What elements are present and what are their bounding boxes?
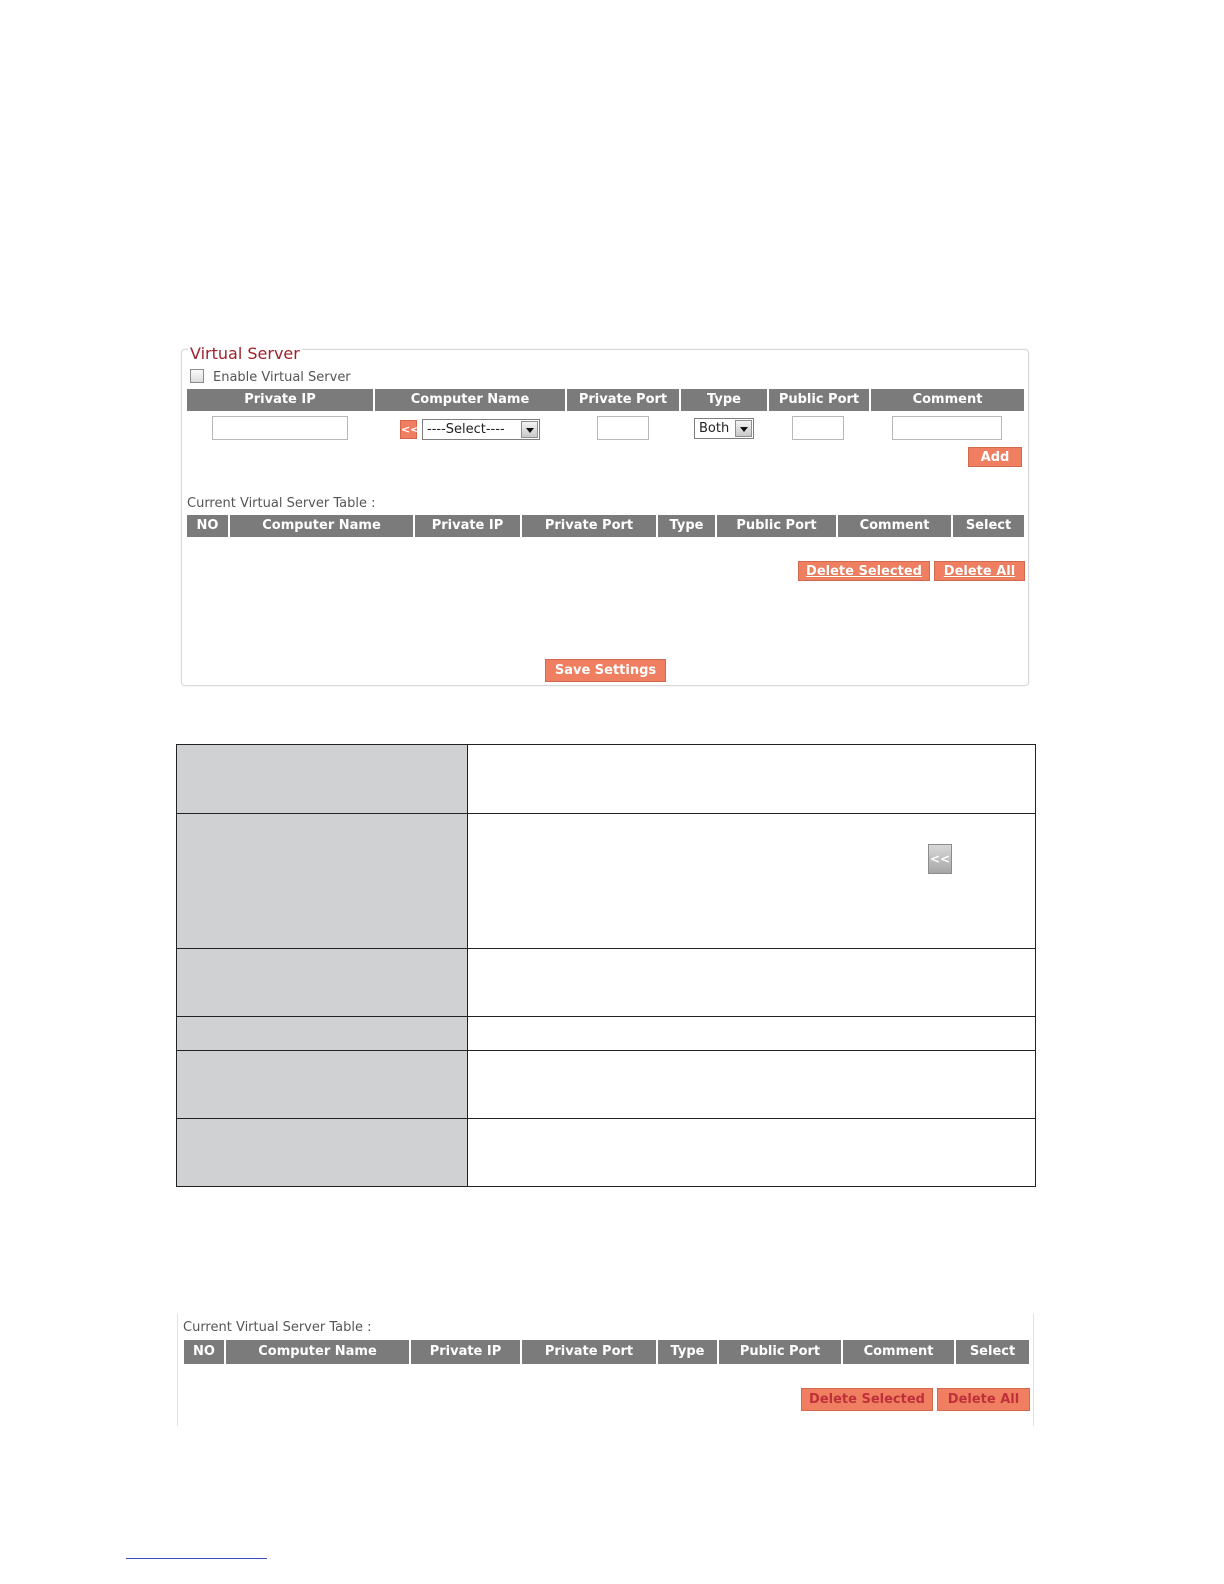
header-private-ip: Private IP xyxy=(411,1340,522,1364)
delete-all-button[interactable]: Delete All xyxy=(934,561,1025,581)
type-select-value: Both xyxy=(699,421,730,436)
header-public-port: Public Port xyxy=(717,515,838,537)
save-settings-button[interactable]: Save Settings xyxy=(545,659,666,682)
enable-virtual-server-label: Enable Virtual Server xyxy=(213,370,351,385)
header-computer-name: Computer Name xyxy=(226,1340,411,1364)
virtual-server-panel xyxy=(181,344,1029,686)
table-row xyxy=(177,814,1035,949)
table-caption: Current Virtual Server Table : xyxy=(183,1320,372,1335)
header-select: Select xyxy=(956,1340,1029,1364)
header-private-port: Private Port xyxy=(522,1340,658,1364)
current-table-panel xyxy=(177,1314,1034,1426)
header-computer-name: Computer Name xyxy=(230,515,415,537)
header-comment: Comment xyxy=(871,389,1024,411)
header-public-port: Public Port xyxy=(769,389,871,411)
computer-name-select-value: ----Select---- xyxy=(427,422,505,437)
computer-name-select[interactable] xyxy=(422,419,540,440)
row-label-cell xyxy=(177,745,468,813)
table-row xyxy=(177,1119,1035,1186)
table-row xyxy=(177,1051,1035,1119)
delete-selected-button[interactable]: Delete Selected xyxy=(801,1388,933,1411)
table-row xyxy=(177,745,1035,814)
header-no: NO xyxy=(187,515,230,537)
header-type: Type xyxy=(681,389,769,411)
table-caption: Current Virtual Server Table : xyxy=(187,496,376,511)
row-label-cell xyxy=(177,814,468,948)
table-row xyxy=(177,949,1035,1017)
delete-selected-button[interactable]: Delete Selected xyxy=(798,561,930,581)
header-computer-name: Computer Name xyxy=(375,389,567,411)
enable-virtual-server-checkbox[interactable] xyxy=(190,369,204,383)
table-header-row xyxy=(187,515,1024,537)
header-public-port: Public Port xyxy=(719,1340,843,1364)
delete-all-button[interactable]: Delete All xyxy=(937,1388,1030,1411)
public-port-input[interactable] xyxy=(792,416,844,440)
header-select: Select xyxy=(953,515,1024,537)
private-port-input[interactable] xyxy=(597,416,649,440)
copy-ip-button[interactable]: << xyxy=(400,420,417,439)
row-label-cell xyxy=(177,1051,468,1118)
header-type: Type xyxy=(658,1340,719,1364)
table-header-row xyxy=(184,1340,1029,1364)
comment-input[interactable] xyxy=(892,416,1002,440)
row-label-cell xyxy=(177,949,468,1016)
private-ip-input[interactable] xyxy=(212,416,348,440)
header-private-port: Private Port xyxy=(567,389,681,411)
row-label-cell xyxy=(177,1017,468,1050)
header-no: NO xyxy=(184,1340,226,1364)
panel-title: Virtual Server xyxy=(190,344,300,363)
header-private-port: Private Port xyxy=(522,515,658,537)
header-comment: Comment xyxy=(843,1340,956,1364)
header-private-ip: Private IP xyxy=(415,515,522,537)
chevron-down-icon xyxy=(735,420,752,437)
footer-link-underline xyxy=(126,1558,267,1559)
type-select[interactable] xyxy=(694,418,754,439)
table-row xyxy=(177,1017,1035,1051)
header-private-ip: Private IP xyxy=(187,389,375,411)
description-table xyxy=(176,744,1036,1187)
add-button[interactable]: Add xyxy=(968,447,1022,467)
header-comment: Comment xyxy=(838,515,953,537)
copy-arrow-icon: << xyxy=(928,844,952,874)
row-label-cell xyxy=(177,1119,468,1186)
header-type: Type xyxy=(658,515,717,537)
input-header-row xyxy=(187,389,1024,411)
chevron-down-icon xyxy=(521,421,538,438)
